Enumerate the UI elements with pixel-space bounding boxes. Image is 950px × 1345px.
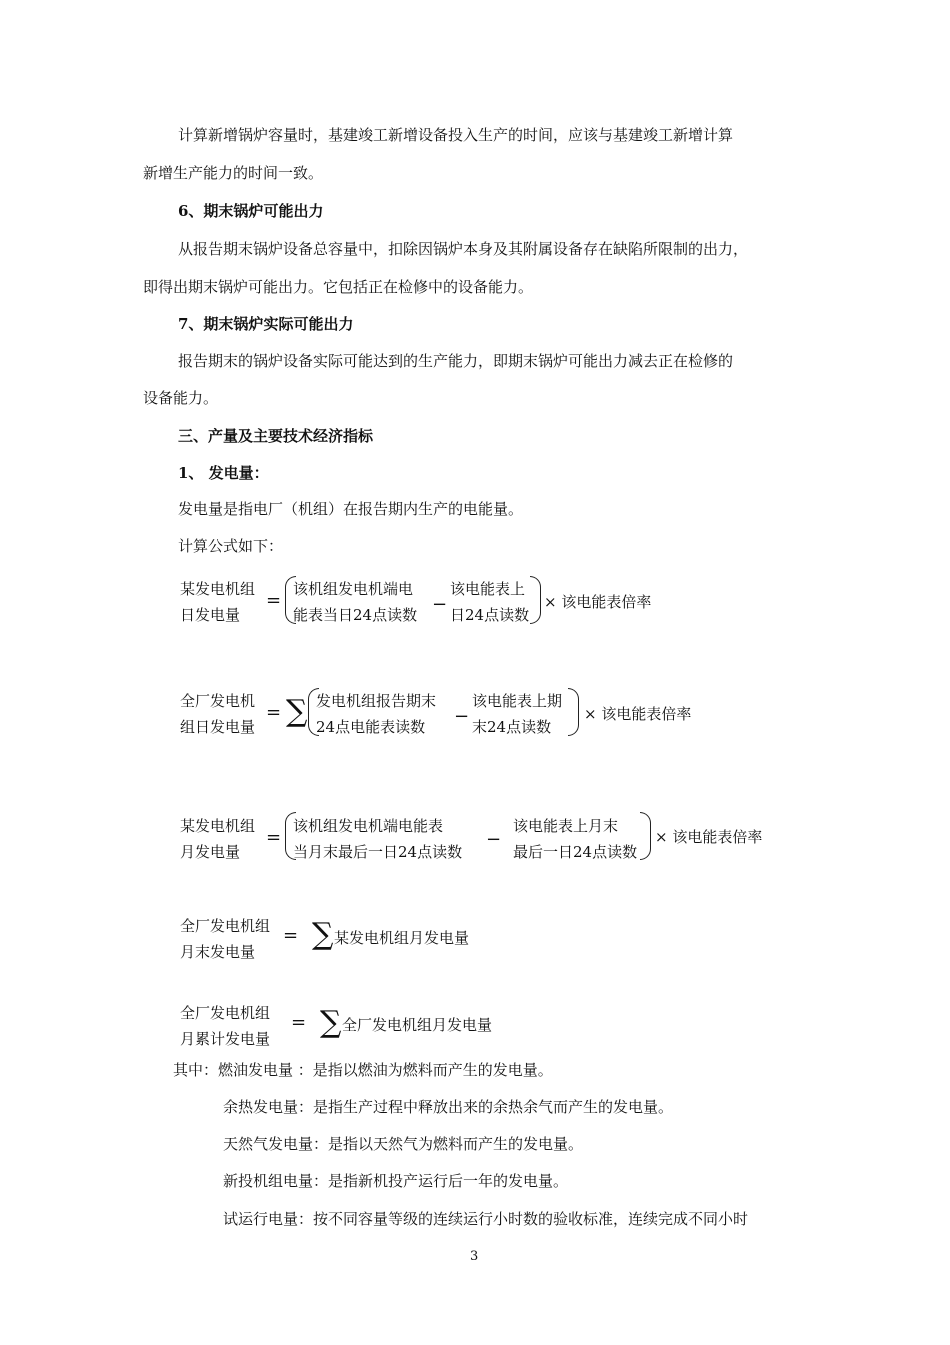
formula-term: 最后一日24点读数 [513,843,638,861]
paragraph-line: 发电量是指电厂（机组）在报告期内生产的电能量。 [178,500,524,518]
formula-lhs-line: 组日发电量 [180,718,256,736]
formula-term: 能表当日24点读数 [293,606,418,624]
paragraph-line: 从报告期末锅炉设备总容量中，扣除因锅炉本身及其附属设备存在缺陷所限制的出力， [178,240,749,258]
note-line: 天然气发电量：是指以天然气为燃料而产生的发电量。 [223,1135,584,1153]
paragraph-line: 新增生产能力的时间一致。 [143,164,324,182]
formula-equals: = [283,925,299,946]
formula-term: 发电机组报告期末 [316,692,437,710]
right-paren [568,688,579,736]
formula-lhs-line: 日发电量 [180,606,241,624]
formula-lhs-line: 月发电量 [180,843,241,861]
formula-equals: = [266,590,282,611]
paragraph-line: 计算公式如下： [178,537,284,555]
formula-term: 24点电能表读数 [316,718,426,736]
formula-term: 该机组发电机端电 [293,580,414,598]
formula-term: 当月末最后一日24点读数 [293,843,463,861]
formula-minus: − [486,829,502,850]
page-number: 3 [470,1249,479,1264]
formula-term: 该电能表上月末 [513,817,619,835]
formula-term: 日24点读数 [450,606,530,624]
formula-minus: − [432,594,448,615]
formula-multiplier: × 该电能表倍率 [544,593,652,611]
formula-multiplier: × 该电能表倍率 [655,828,763,846]
note-line: 其中：燃油发电量 ：是指以燃油为燃料而产生的发电量。 [173,1061,553,1079]
paragraph-line: 报告期末的锅炉设备实际可能达到的生产能力，即期末锅炉可能出力减去正在检修的 [178,352,734,370]
paragraph-line: 设备能力。 [143,389,219,407]
formula-lhs-line: 月末发电量 [180,943,256,961]
formula-minus: − [454,706,470,727]
formula-lhs-line: 某发电机组 [180,817,256,835]
formula-term: 末24点读数 [472,718,552,736]
paragraph-line: 即得出期末锅炉可能出力。它包括正在检修中的设备能力。 [143,278,534,296]
right-paren [640,812,651,860]
formula-rhs: 全厂发电机组月发电量 [342,1016,493,1034]
formula-equals: = [266,702,282,723]
formula-lhs-line: 全厂发电机组 [180,917,271,935]
section-heading: 7、期末锅炉实际可能出力 [178,315,354,333]
formula-equals: = [291,1012,307,1033]
formula-rhs: 某发电机组月发电量 [334,929,470,947]
formula-lhs-line: 全厂发电机组 [180,1004,271,1022]
note-line: 余热发电量：是指生产过程中释放出来的余热余气而产生的发电量。 [223,1098,674,1116]
formula-lhs-line: 某发电机组 [180,580,256,598]
formula-equals: = [266,827,282,848]
formula-lhs-line: 全厂发电机 [180,692,256,710]
formula-multiplier: × 该电能表倍率 [584,705,692,723]
note-line: 新投机组电量：是指新机投产运行后一年的发电量。 [223,1172,569,1190]
formula-term: 该电能表上期 [472,692,563,710]
formula-term: 该机组发电机端电能表 [293,817,444,835]
formula-term: 该电能表上 [450,580,526,598]
sigma-symbol: ∑ [312,917,334,952]
right-paren [530,576,541,624]
section-heading: 1、 发电量： [178,464,269,482]
note-line: 试运行电量：按不同容量等级的连续运行小时数的验收标准，连续完成不同小时 [223,1210,749,1228]
paragraph-line: 计算新增锅炉容量时，基建竣工新增设备投入生产的时间，应该与基建竣工新增计算 [178,126,734,144]
sigma-symbol: ∑ [320,1005,342,1040]
formula-lhs-line: 月累计发电量 [180,1030,271,1048]
sigma-symbol: ∑ [286,694,308,729]
chapter-heading: 三、产量及主要技术经济指标 [178,427,374,445]
section-heading: 6、期末锅炉可能出力 [178,202,324,220]
